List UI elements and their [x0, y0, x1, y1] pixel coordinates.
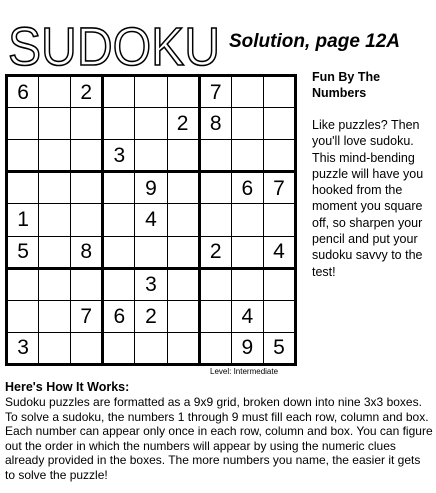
grid-cell[interactable]: 2 — [71, 76, 103, 108]
grid-cell[interactable] — [39, 268, 71, 300]
grid-cell[interactable] — [103, 268, 135, 300]
grid-cell[interactable]: 9 — [231, 332, 263, 364]
instructions-title: Here's How It Works: — [5, 380, 130, 394]
grid-cell[interactable] — [103, 108, 135, 140]
grid-cell[interactable] — [263, 108, 295, 140]
grid-row — [7, 268, 296, 300]
grid-cell[interactable]: 8 — [199, 108, 231, 140]
sudoku-board — [5, 74, 297, 366]
grid-cell[interactable] — [39, 300, 71, 332]
grid-cell[interactable] — [71, 108, 103, 140]
grid-cell[interactable] — [199, 332, 231, 364]
grid-cell[interactable] — [135, 140, 167, 172]
grid-cell[interactable] — [7, 140, 39, 172]
grid-cell[interactable] — [231, 204, 263, 236]
grid-cell[interactable]: 5 — [7, 236, 39, 268]
grid-cell[interactable] — [231, 76, 263, 108]
grid-cell[interactable]: 1 — [7, 204, 39, 236]
grid-cell[interactable] — [135, 236, 167, 268]
grid-cell[interactable] — [263, 140, 295, 172]
grid-cell[interactable] — [39, 172, 71, 204]
grid-row — [7, 236, 296, 268]
grid-row — [7, 332, 296, 364]
logo-text: SUDOKU — [8, 18, 220, 74]
grid-cell[interactable] — [103, 332, 135, 364]
grid-cell[interactable] — [7, 300, 39, 332]
instructions-body: Sudoku puzzles are formatted as a 9x9 grid, broken down into nine 3x3 boxes. To solve a sudoku, the numbers 1 through 9 must fill each row, column and box. Each number can appear only once in each row, column and box. You can figure out the order in which the numbers will appear by using the numeric clues already provided in the boxes. The more numbers you name, the easier it gets to solve the puzzle! — [5, 395, 433, 482]
grid-row — [7, 172, 296, 204]
grid-cell[interactable] — [167, 236, 199, 268]
grid-cell[interactable]: 5 — [263, 332, 295, 364]
sudoku-grid — [5, 74, 297, 366]
grid-cell[interactable] — [135, 332, 167, 364]
grid-cell[interactable]: 7 — [263, 172, 295, 204]
grid-cell[interactable] — [199, 300, 231, 332]
grid-cell[interactable] — [39, 140, 71, 172]
solution-reference: Solution, page 12A — [229, 31, 401, 52]
grid-cell[interactable] — [71, 204, 103, 236]
grid-cell[interactable] — [103, 204, 135, 236]
grid-cell[interactable] — [263, 76, 295, 108]
grid-cell[interactable] — [39, 332, 71, 364]
grid-cell[interactable] — [103, 172, 135, 204]
grid-cell[interactable]: 4 — [263, 236, 295, 268]
grid-cell[interactable] — [7, 108, 39, 140]
grid-cell[interactable] — [135, 76, 167, 108]
grid-cell[interactable] — [231, 140, 263, 172]
grid-cell[interactable] — [263, 268, 295, 300]
grid-row — [7, 108, 296, 140]
grid-cell[interactable]: 4 — [135, 204, 167, 236]
sudoku-logo — [6, 18, 224, 74]
grid-cell[interactable] — [231, 108, 263, 140]
grid-cell[interactable] — [39, 236, 71, 268]
grid-cell[interactable] — [167, 300, 199, 332]
sidebar-title: Fun By The Numbers — [312, 70, 381, 100]
grid-cell[interactable]: 2 — [135, 300, 167, 332]
grid-cell[interactable] — [167, 204, 199, 236]
grid-cell[interactable] — [199, 204, 231, 236]
grid-cell[interactable] — [167, 172, 199, 204]
sidebar — [312, 69, 432, 280]
grid-cell[interactable] — [231, 268, 263, 300]
grid-cell[interactable] — [103, 236, 135, 268]
grid-cell[interactable]: 8 — [71, 236, 103, 268]
difficulty-level: Level: Intermediate — [210, 367, 279, 376]
grid-cell[interactable] — [71, 172, 103, 204]
grid-cell[interactable]: 3 — [103, 140, 135, 172]
sudoku-logo-art — [6, 18, 224, 74]
grid-cell[interactable] — [263, 300, 295, 332]
grid-cell[interactable] — [103, 76, 135, 108]
grid-cell[interactable]: 6 — [231, 172, 263, 204]
grid-cell[interactable]: 6 — [7, 76, 39, 108]
grid-cell[interactable] — [263, 204, 295, 236]
grid-cell[interactable]: 3 — [135, 268, 167, 300]
grid-row — [7, 204, 296, 236]
grid-cell[interactable] — [167, 268, 199, 300]
grid-cell[interactable] — [199, 172, 231, 204]
grid-cell[interactable] — [71, 140, 103, 172]
grid-cell[interactable] — [199, 268, 231, 300]
grid-cell[interactable] — [39, 108, 71, 140]
grid-cell[interactable] — [135, 108, 167, 140]
grid-cell[interactable] — [199, 140, 231, 172]
grid-row — [7, 76, 296, 108]
grid-cell[interactable]: 6 — [103, 300, 135, 332]
grid-cell[interactable] — [7, 172, 39, 204]
grid-cell[interactable]: 2 — [199, 236, 231, 268]
grid-cell[interactable]: 9 — [135, 172, 167, 204]
grid-cell[interactable] — [39, 204, 71, 236]
grid-cell[interactable] — [231, 236, 263, 268]
grid-cell[interactable] — [39, 76, 71, 108]
instructions — [5, 380, 433, 483]
grid-cell[interactable]: 2 — [167, 108, 199, 140]
grid-cell[interactable]: 4 — [231, 300, 263, 332]
grid-cell[interactable] — [7, 268, 39, 300]
grid-cell[interactable] — [167, 332, 199, 364]
grid-cell[interactable]: 7 — [71, 300, 103, 332]
grid-cell[interactable] — [71, 268, 103, 300]
grid-cell[interactable] — [167, 140, 199, 172]
grid-cell[interactable]: 3 — [7, 332, 39, 364]
grid-cell[interactable] — [167, 76, 199, 108]
grid-row — [7, 300, 296, 332]
grid-cell[interactable] — [71, 332, 103, 364]
sidebar-body: Like puzzles? Then you'll love sudoku. This mind-bending puzzle will have you hooked from the moment you square off, so sharpen your pencil and put your sudoku savvy to the test! — [312, 118, 424, 279]
grid-cell[interactable]: 7 — [199, 76, 231, 108]
grid-row — [7, 140, 296, 172]
